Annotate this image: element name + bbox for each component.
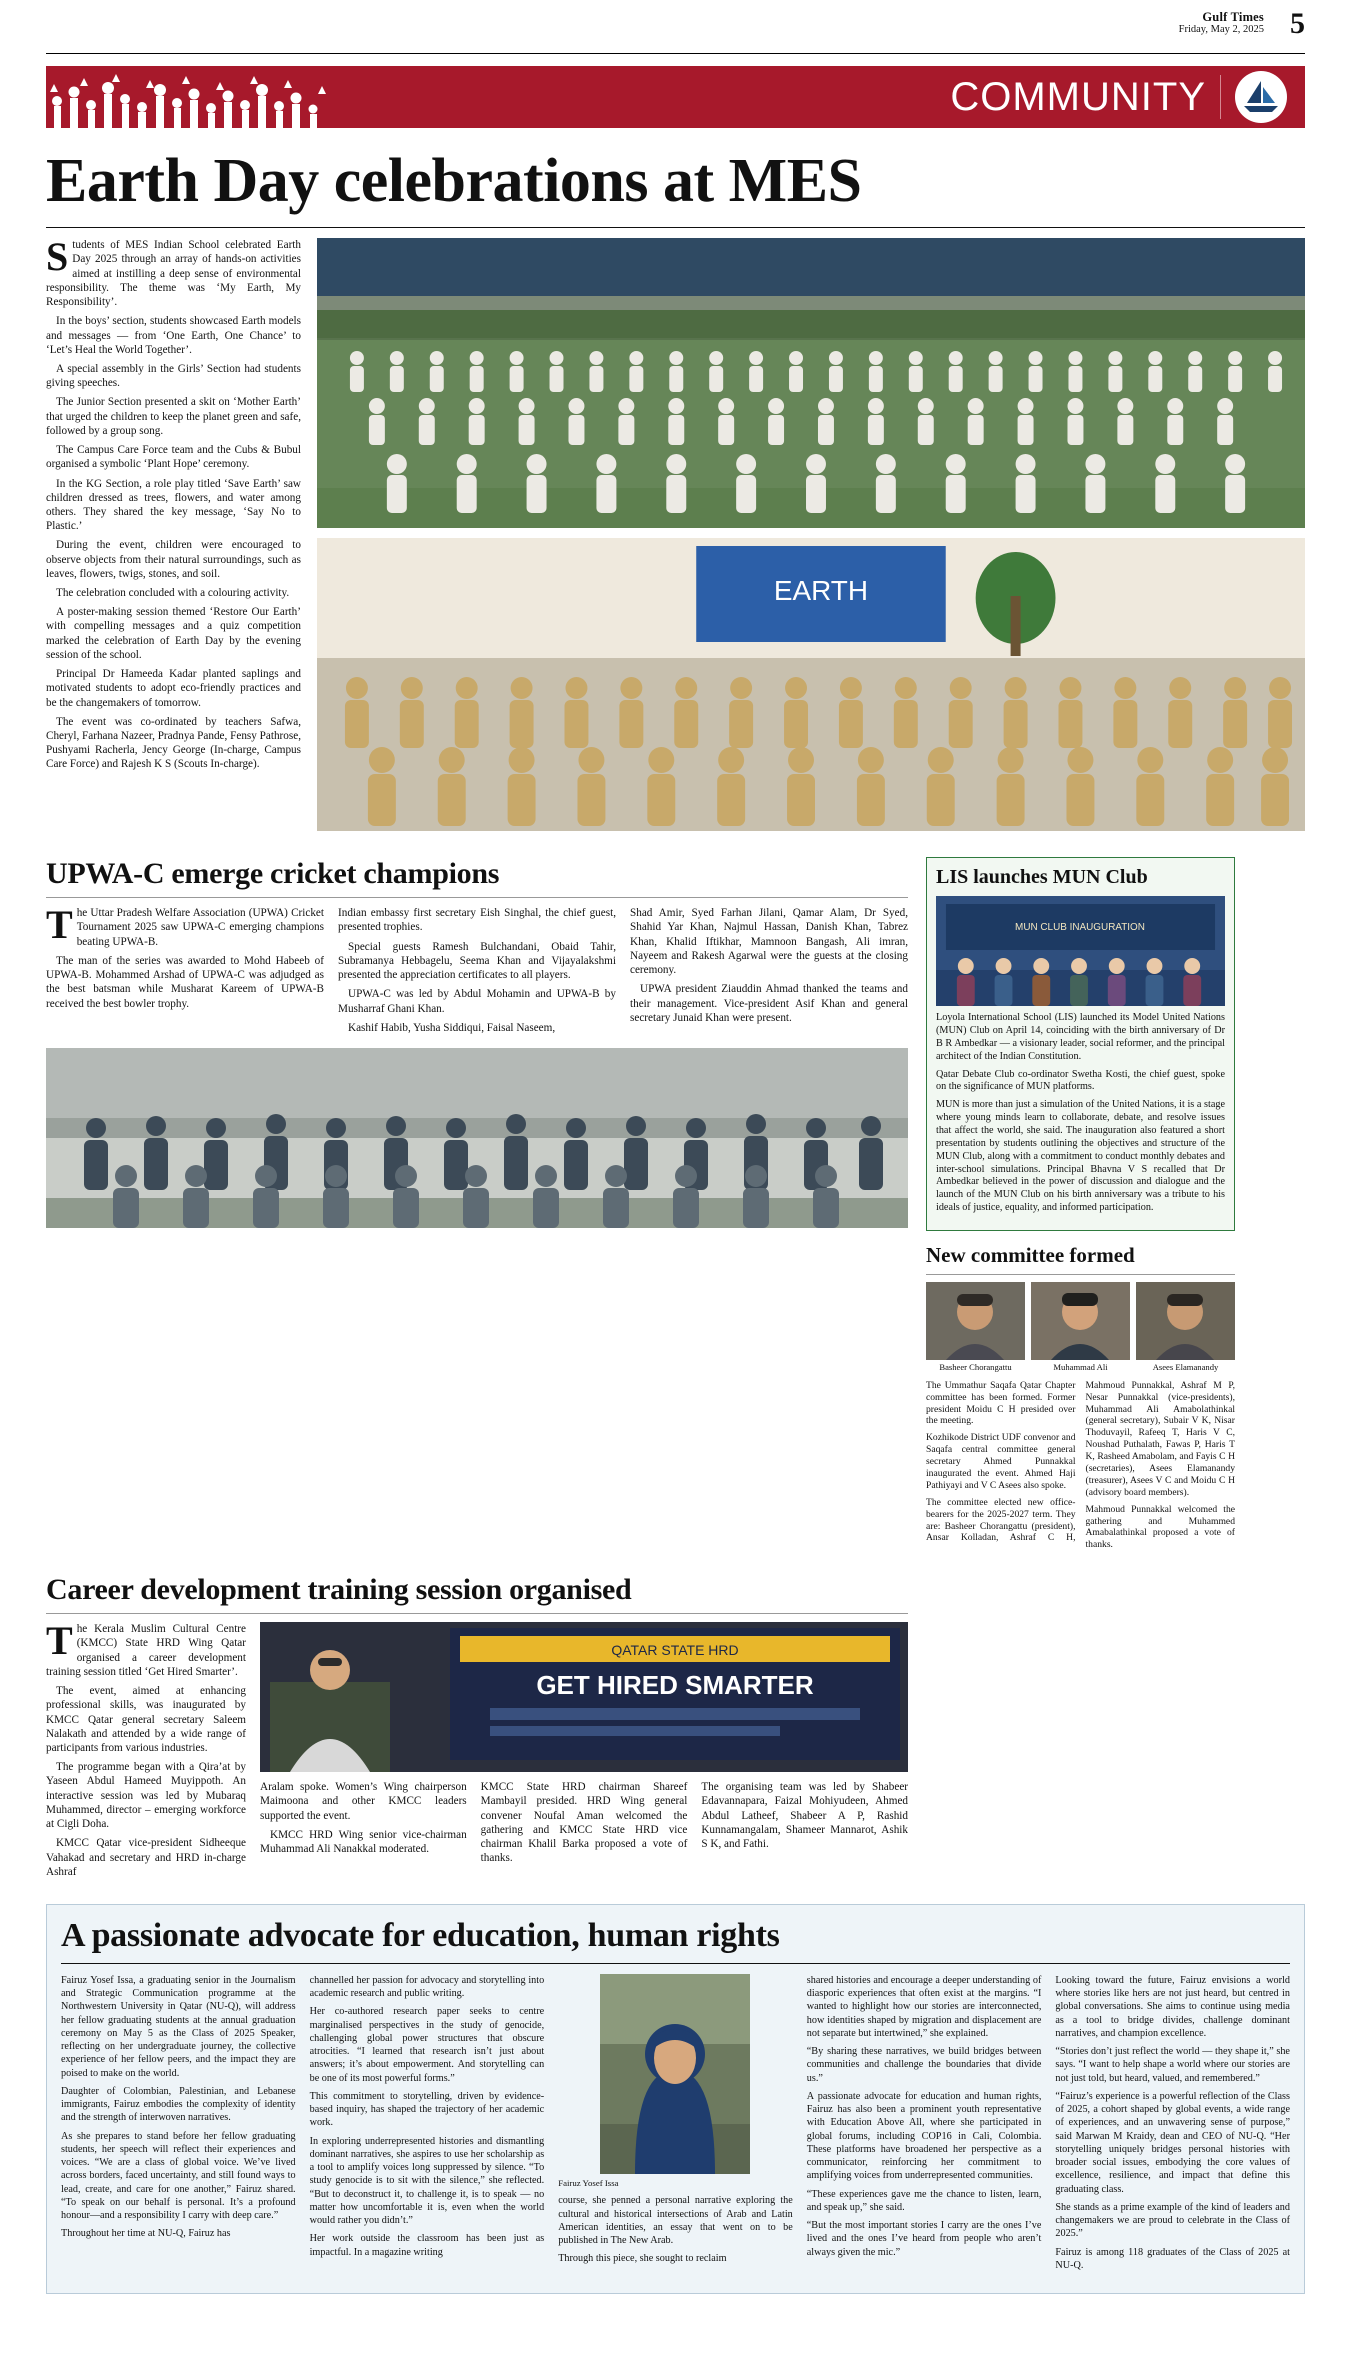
feature-paragraph: As she prepares to stand before her fellow graduating students, her speech will reflect their experiences and voices. “We are a class of global voice. We’ve lived across borders, faced uncertainty, and still found ways to lead, create, and care for one another,” Fairuz shared. “To speak on our behalf is personal. It’s a profound honour—and a responsibility I carry with deep care.” xyxy=(61,2130,296,2222)
publication-title: Gulf Times xyxy=(1202,10,1264,24)
feature-photo-caption: Fairuz Yosef Issa xyxy=(558,2177,619,2188)
lead-photo-scouts xyxy=(317,538,1305,831)
feature-paragraph: “By sharing these narratives, we build bridges between communities and challenge the boundaries that divide us.” xyxy=(806,2046,1042,2084)
career-session-photo xyxy=(260,1622,908,1772)
upwa-rule xyxy=(46,897,908,898)
section-title: COMMUNITY xyxy=(950,74,1206,119)
lead-paragraph: In the boys’ section, students showcased Earth models and messages — from ‘One Earth, One Chance’ to ‘Let’s Heal the World Together’. xyxy=(46,315,301,356)
feature-rule xyxy=(61,1963,1290,1964)
lead-paragraph: During the event, children were encouraged to observe objects from their natural surroundings, such as leaves, flowers, twigs, stones, and soil. xyxy=(46,539,301,580)
committee-headline: New committee formed xyxy=(926,1242,1135,1267)
career-paragraph: The event, aimed at enhancing professional skills, was inaugurated by KMCC Qatar general secretary Saleem Nalakath and attended by a wide range of participants from various industries. xyxy=(46,1685,246,1754)
feature-paragraph: Her work outside the classroom has been just as impactful. In a magazine writing xyxy=(309,2233,545,2258)
feature-paragraph: She stands as a prime example of the kind of leaders and changemakers we are proud to celebrate in the Class of 2025.” xyxy=(1055,2201,1290,2240)
upwa-paragraph: Shad Amir, Syed Farhan Jilani, Qamar Alam, Dr Syed, Shahid Yar Khan, Najmul Hassan, Danish Khan, Tabrez Khan, Khalid Iftikhar, Mamnoon Bangash, Ali imran, Nayeem and Rakesh Agarwal were the guests at the closing ceremony. xyxy=(630,907,908,977)
portrait-caption: Basheer Chorangattu xyxy=(939,1361,1012,1372)
headline-rule xyxy=(46,227,1305,228)
portrait-caption: Muhammad Ali xyxy=(1053,1361,1108,1372)
career-column-2 xyxy=(260,1780,467,1870)
lis-paragraph: MUN is more than just a simulation of the United Nations, it is a stage where young minds learn to collaborate, debate, and resolve issues that affect the world, she said. The inauguration also featured a short presentation by students outlining the objectives and structure of the MUN Club, along with a commitment to conduct monthly debates and inter-school simulations. Principal Bhavna V S recalled that Dr Ambedkar believed in the power of discussion and dialogue and the launch of the MUN Club on his birth anniversary was a tribute to his ideals of justice, equality, and informed participation. xyxy=(936,1099,1225,1214)
feature-paragraph: Fairuz Yosef Issa, a graduating senior in the Journalism and Strategic Communication programme at the Northwestern University in Qatar (NU-Q), will address her fellow graduating students at the annual graduation ceremony on May 5 as the Class of 2025 Speaker, reflecting on her undergraduate journey, the collective experience of her fellow peers, and the impact they are poised to make on the world. xyxy=(61,1974,296,2079)
upwa-team-photo xyxy=(46,1048,908,1228)
feature-paragraph: “But the most important stories I carry are the ones I’ve lived and the ones I’ve heard from people who aren’t always given the mic.” xyxy=(806,2220,1042,2258)
committee-member xyxy=(926,1282,1025,1373)
career-column-1 xyxy=(46,1618,246,1884)
career-paragraph: KMCC HRD Wing senior vice-chairman Muhammad Ali Nanakkal moderated. xyxy=(260,1828,467,1856)
committee-paragraph: Kozhikode District UDF convenor and Saqafa central committee general secretary Ahmed Punnakkal inaugurated the event. Ahmed Haji Pathiyayi and V C Asees also spoke. xyxy=(926,1432,1076,1491)
lis-paragraph: Qatar Debate Club co-ordinator Swetha Kosti, the chief guest, spoke on the significance of MUN platforms. xyxy=(936,1068,1225,1093)
lead-paragraph: A special assembly in the Girls’ Section had students giving speeches. xyxy=(46,362,301,390)
lis-paragraph: Loyola International School (LIS) launched its Model United Nations (MUN) Club on April 14, coinciding with the birth anniversary of Dr B R Ambedkar — a visionary leader, social reformer, and the principal architect of the Indian Constitution. xyxy=(936,1012,1225,1062)
feature-paragraph: Through this piece, she sought to reclaim xyxy=(558,2253,727,2265)
feature-portrait-photo xyxy=(600,1974,750,2174)
career-paragraph: Aralam spoke. Women’s Wing chairperson Maimoona and other KMCC leaders supported the event. xyxy=(260,1781,467,1822)
upwa-paragraph: UPWA-C was led by Abdul Mohamin and UPWA-B by Musharraf Ghani Khan. xyxy=(338,988,616,1015)
upwa-paragraph: The man of the series was awarded to Mohd Habeeb of UPWA-B. Mohammed Arshad of UPWA-C was adjudged as the best batsman while Musharat Kareem of UPWA-B received the best bowler trophy. xyxy=(46,954,324,1010)
svg-text:GET HIRED SMARTER: GET HIRED SMARTER xyxy=(536,1670,814,1701)
lead-paragraph: The Campus Care Force team and the Cubs & Bubul organised a symbolic ‘Plant Hope’ ceremony. xyxy=(46,444,301,471)
sailboat-icon xyxy=(1235,71,1287,123)
feature-paragraph: “Fairuz’s experience is a powerful reflection of the Class of 2025, a cohort shaped by global events, a wide range of experiences, and an unwavering sense of purpose,” said Marwan M Kraidy, dean and CEO of NU-Q. “Her storytelling uniquely bridges personal histories with broader social issues, embodying the core values of excellence, resilience, and impact that define this graduating class. xyxy=(1055,2090,1290,2195)
svg-text:MUN CLUB INAUGURATION: MUN CLUB INAUGURATION xyxy=(1015,922,1145,934)
career-paragraph: The Kerala Muslim Cultural Centre (KMCC) State HRD Wing Qatar organised a career development training session titled ‘Get Hired Smarter’. xyxy=(46,1618,246,1678)
feature-paragraph: Her co-authored research paper seeks to centre marginalised perspectives in the study of genocide, challenging global power structures that obscure atrocities. “I learned that research isn’t just about answers; it’s about empowerment. And storytelling can be one of its most powerful forms.” xyxy=(309,2006,545,2084)
career-paragraph: KMCC State HRD chairman Shareef Mambayil presided. HRD Wing general convener Noufal Aman welcomed the gathering and KMCC State HRD vice chairman Khalil Barka proposed a vote of thanks. xyxy=(480,1781,688,1865)
feature-paragraph: In exploring underrepresented histories and dismantling dominant narratives, she aspires to use her scholarship as a tool to amplify voices long suppressed by silence. “To study genocide is to sit with the silence,” she reflected. “But to deconstruct it, to challenge it, is to speak — no matter how uncomfortable it is, even when the world would rather you didn’t.” xyxy=(309,2135,545,2227)
feature-paragraph: shared histories and encourage a deeper understanding of diasporic experiences that often exist at the margins. “I wanted to highlight how our stories are interconnected, how identities shaped by migration and displacement are not separate but intertwined,” she explained. xyxy=(806,1974,1042,2039)
career-paragraph: KMCC Qatar vice-president Sidheeque Vahakad and secretary and HRD in-charge Ashraf xyxy=(46,1837,246,1878)
lead-paragraph: A poster-making session themed ‘Restore Our Earth’ with compelling messages and a quiz competition marked the celebration of Earth Day by the evening session of the school. xyxy=(46,606,301,661)
feature-paragraph: Looking toward the future, Fairuz envisions a world where stories like hers are not just heard, but centred in global conversations. She aims to continue using media as a tool to bridge divides, challenge dominant narratives, and champion excellence. xyxy=(1055,1974,1290,2039)
upwa-paragraph: The Uttar Pradesh Welfare Association (UPWA) Cricket Tournament 2025 saw UPWA-C emerging champions beating UPWA-B. xyxy=(46,902,324,948)
banner-divider xyxy=(1220,75,1221,119)
section-banner xyxy=(46,66,1305,128)
committee-paragraph: The Ummathur Saqafa Qatar Chapter committee has been formed. Former president Moidu C H presided over the meeting. xyxy=(926,1379,1076,1427)
lis-headline: LIS launches MUN Club xyxy=(936,866,1148,889)
career-column-4 xyxy=(701,1780,908,1870)
career-paragraph: The programme began with a Qira’at by Yaseen Abdul Hameed Muyippoth. An interactive session was led by Mubaraq Muhammed, director – emerging workforce at Cigli Doha. xyxy=(46,1761,246,1831)
career-story xyxy=(46,1573,908,1884)
feature-headline: A passionate advocate for education, human rights xyxy=(61,1916,780,1954)
lead-paragraph: Principal Dr Hameeda Kadar planted saplings and motivated students to adopt eco-friendly practices and be the changemakers of tomorrow. xyxy=(46,668,301,709)
lead-text-column xyxy=(46,234,301,831)
upwa-column-3 xyxy=(630,906,908,1040)
lead-paragraph: In the KG Section, a role play titled ‘Save Earth’ saw children dressed as trees, flowers, and water among others. They shared the key message, ‘Say No to Plastic.’ xyxy=(46,477,301,533)
lead-paragraph: The event was co-ordinated by teachers Safwa, Cheryl, Farhana Nazeer, Pradnya Pande, Fensy Pathrose, Pushyami Racherla, Jency George (In-charge, Campus Care Force) and Rajesh K S (Scouts In-charge). xyxy=(46,715,301,771)
upwa-paragraph: UPWA president Ziauddin Ahmad thanked the teams and their management. Vice-president Asif Khan and general secretary Junaid Khan were present. xyxy=(630,983,908,1024)
committee-paragraph: Mahmoud Punnakkal welcomed the gathering and Muhammed Amabalathinkal proposed a vote of thanks. xyxy=(1085,1503,1235,1551)
upwa-column-1 xyxy=(46,902,324,1040)
masthead-divider xyxy=(46,53,1305,54)
feature-column-3 xyxy=(558,1974,793,2277)
upwa-story xyxy=(46,857,908,1551)
career-column-3 xyxy=(481,1780,688,1870)
lis-mun-box xyxy=(926,857,1235,1231)
feature-paragraph: “These experiences gave me the chance to listen, learn, and speak up,” she said. xyxy=(806,2188,1042,2213)
committee-member xyxy=(1031,1282,1130,1373)
portrait-basheer-chorangattu xyxy=(926,1282,1025,1360)
upwa-column-2 xyxy=(338,906,616,1040)
feature-paragraph: A passionate advocate for education and human rights, Fairuz has also been a prominent youth representative with Education Above All, where she participated in global forums, including COP16 in Cali, Colombia. These platforms have broadened her perspective as a communicator, reinforcing her commitment to amplifying voices from underrepresented communities. xyxy=(806,2090,1042,2182)
feature-column-4 xyxy=(807,1974,1042,2277)
feature-paragraph: Throughout her time at NU-Q, Fairuz has xyxy=(61,2228,231,2240)
committee-story xyxy=(926,1243,1235,1551)
feature-paragraph: Fairuz is among 118 graduates of the Class of 2025 at NU-Q. xyxy=(1055,2246,1290,2271)
lead-paragraph: The Junior Section presented a skit on ‘Mother Earth’ that urged the children to keep the planet green and safe, followed by a group song. xyxy=(46,396,301,437)
committee-paragraph: The committee elected new office-bearers for the 2025-2027 term. They are: Basheer Chorangattu (president), Ansar Kolladan, Ashraf C H, Mahmoud Punnakkal, Ashraf M P, Nesar Punnakkal (vice-presidents), Muhammad Ali Amabolathinkal (general secretary), Subair V K, Nisar Thoduvayil, Rafeeq T, Haris V C, Noushad Puthalath, Fawas P, Haris T K, Rasheed Amabolam, and Fayis C H (secretaries), Asees Elamanandy (treasurer), Asees V C and Moidu C H (advisory board members). xyxy=(926,1379,1235,1544)
feature-paragraph: “Stories don’t just reflect the world — they shape it,” she says. “I want to help shape a world where our stories are not just told, but heard, valued, and remembered.” xyxy=(1055,2046,1290,2084)
upwa-headline: UPWA-C emerge cricket champions xyxy=(46,857,500,891)
masthead xyxy=(0,0,1351,58)
feature-paragraph: Daughter of Colombian, Palestinian, and Lebanese immigrants, Fairuz embodies the complexity of identity and the strength of interwoven narratives. xyxy=(61,2085,296,2124)
publication-date: Friday, May 2, 2025 xyxy=(1178,24,1264,36)
crowd-silhouette-icon xyxy=(46,66,346,128)
upwa-paragraph: Kashif Habib, Yusha Siddiqui, Faisal Naseem, xyxy=(348,1021,556,1034)
feature-column-1 xyxy=(61,1974,296,2277)
svg-text:EARTH: EARTH xyxy=(773,575,869,607)
upwa-paragraph: Special guests Ramesh Bulchandani, Obaid Tahir, Subramanya Hebbagelu, Seema Khan and Vijayalakshmi presented the appreciation certificates to all players. xyxy=(338,940,616,982)
feature-paragraph: channelled her passion for advocacy and storytelling into academic research and public writing. xyxy=(309,1974,545,2000)
feature-column-2 xyxy=(310,1974,545,2277)
lead-headline: Earth Day celebrations at MES xyxy=(46,147,862,215)
portrait-muhammad-ali xyxy=(1031,1282,1130,1360)
page-number: 5 xyxy=(1290,7,1305,40)
feature-paragraph: This commitment to storytelling, driven by evidence-based inquiry, has shaped the trajectory of her academic work. xyxy=(309,2090,545,2129)
portrait-asees-elamanandy xyxy=(1136,1282,1235,1360)
committee-rule xyxy=(926,1274,1235,1275)
lead-story xyxy=(46,147,1305,831)
upwa-paragraph: Indian embassy first secretary Eish Singhal, the chief guest, presented trophies. xyxy=(338,907,616,934)
career-rule xyxy=(46,1613,908,1614)
lead-photo-students-field xyxy=(317,238,1305,528)
feature-story xyxy=(46,1904,1305,2294)
lead-paragraph: Students of MES Indian School celebrated Earth Day 2025 through an array of hands-on activities aimed at instilling a deep sense of environmental responsibility. The theme was ‘My Earth, My Responsibility’. xyxy=(46,234,301,309)
career-paragraph: The organising team was led by Shabeer Edavannapara, Faizal Mohiyudeen, Ahmed Abdul Latheef, Shabeer A P, Rashid Kunnamangalam, Shameer Mannarot, Ashik S K, and Fathi. xyxy=(701,1781,909,1851)
feature-column-5 xyxy=(1055,1974,1290,2277)
career-headline: Career development training session organised xyxy=(46,1573,632,1607)
lis-photo xyxy=(936,896,1225,1006)
portrait-caption: Asees Elamanandy xyxy=(1152,1361,1219,1372)
lead-paragraph: The celebration concluded with a colouring activity. xyxy=(56,587,290,600)
committee-member xyxy=(1136,1282,1235,1373)
svg-text:QATAR STATE HRD: QATAR STATE HRD xyxy=(611,1642,739,1659)
feature-paragraph: course, she penned a personal narrative exploring the cultural and historical intersections of Arab and Latin American identities, an essay that went on to be published in The New Arab. xyxy=(558,2195,793,2247)
